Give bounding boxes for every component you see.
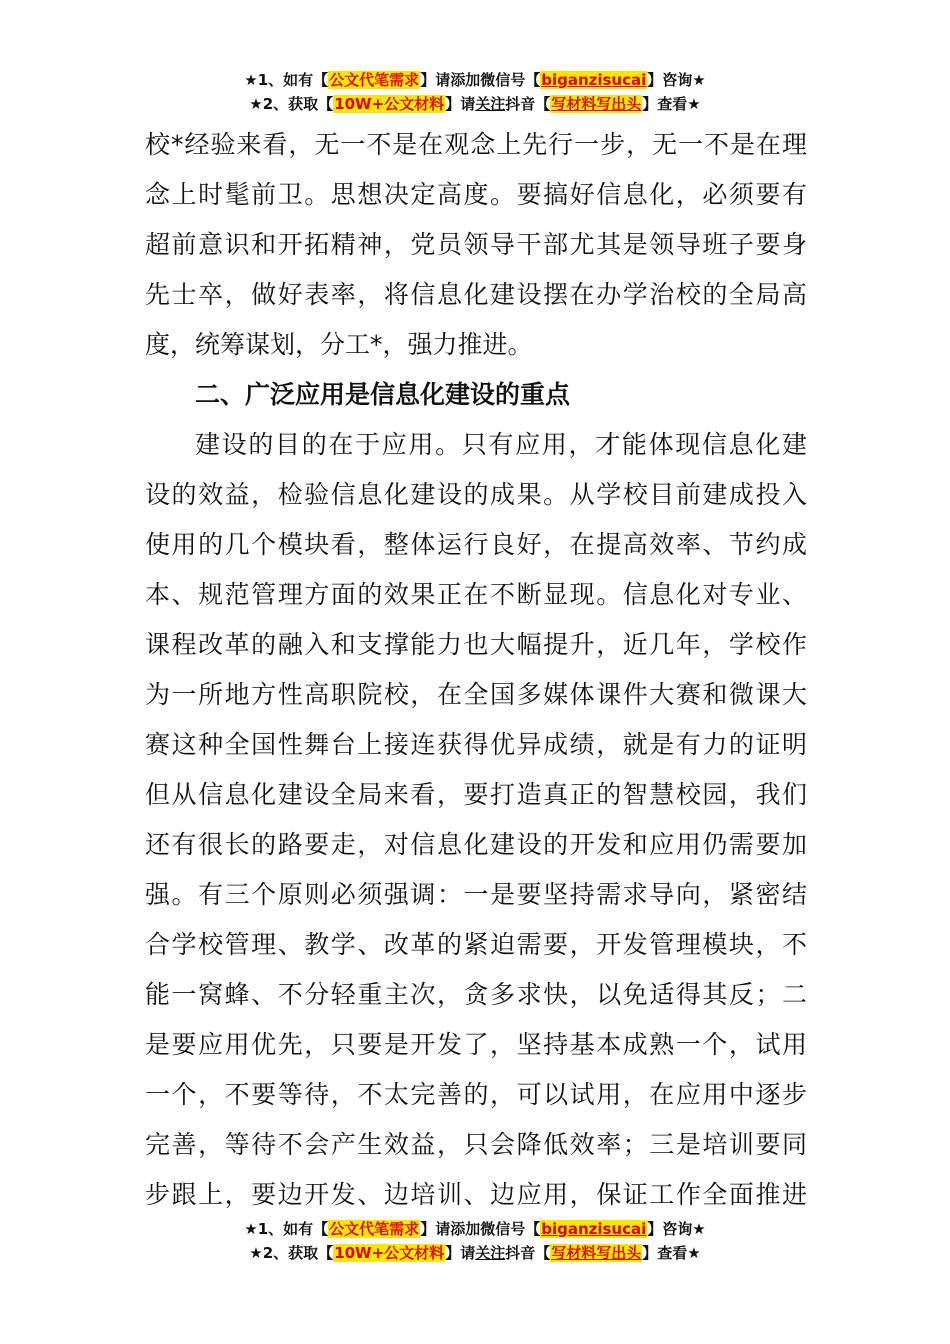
paragraph-line: 校*经验来看，无一不是在观念上先行一步，无一不是在理 [145,130,807,159]
paragraph-line: 能一窝蜂、不分轻重主次，贪多求快，以免适得其反；二 [145,980,807,1009]
footer-banner [0,1217,950,1265]
banner-2-highlight-douyin: 写材料写出头 [551,1244,642,1262]
banner-2-middle-c: 抖音【 [505,95,551,113]
banner-line-2 [0,1241,950,1265]
paragraph-line: 设的效益，检验信息化建设的成果。从学校目前建成投入 [145,480,807,509]
paragraph-line: 先士卒，做好表率，将信息化建设摆在办学治校的全局高 [145,280,807,309]
banner-2-suffix: 】查看★ [642,95,701,113]
banner-2-prefix: ★2、获取【 [249,95,334,113]
paragraph-line: 完善，等待不会产生效益，只会降低效率；三是培训要同 [145,1130,807,1159]
banner-2-suffix: 】查看★ [642,1244,701,1262]
paragraph-line: 使用的几个模块看，整体运行良好，在提高效率、节约成 [145,530,807,559]
banner-line-1 [0,68,950,92]
banner-1-highlight-wechat: biganzisucai [541,1220,647,1238]
paragraph-line: 是要应用优先，只要是开发了，坚持基本成熟一个，试用 [145,1030,807,1059]
paragraph-line: 但从信息化建设全局来看，要打造真正的智慧校园，我们 [145,780,807,809]
banner-1-highlight-service: 公文代笔需求 [329,1220,420,1238]
paragraph-line: 超前意识和开拓精神，党员领导干部尤其是领导班子要身 [145,230,807,259]
banner-2-middle-follow: 关注 [475,1244,506,1262]
banner-1-prefix: ★1、如有【 [244,1220,329,1238]
banner-2-highlight-douyin: 写材料写出头 [551,95,642,113]
banner-1-highlight-wechat: biganzisucai [541,71,647,89]
banner-2-highlight-materials: 10W+公文材料 [334,1244,445,1262]
paragraph-line: 合学校管理、教学、改革的紧迫需要，开发管理模块，不 [145,930,807,959]
paragraph-line: 为一所地方性高职院校，在全国多媒体课件大赛和微课大 [145,680,807,709]
banner-2-middle-a: 】请 [445,95,476,113]
paragraph-line: 本、规范管理方面的效果正在不断显现。信息化对专业、 [145,580,807,609]
banner-1-middle: 】请添加微信号【 [420,1220,541,1238]
paragraph-line: 步跟上，要边开发、边培训、边应用，保证工作全面推进 [145,1180,807,1209]
paragraph-line: 建设的目的在于应用。只有应用，才能体现信息化建 [195,430,807,459]
section-heading: 二、广泛应用是信息化建设的重点 [195,380,571,409]
banner-1-middle: 】请添加微信号【 [420,71,541,89]
paragraph-line: 一个，不要等待，不太完善的，可以试用，在应用中逐步 [145,1080,807,1109]
paragraph-line: 还有很长的路要走，对信息化建设的开发和应用仍需要加 [145,830,807,859]
paragraph-line: 课程改革的融入和支撑能力也大幅提升，近几年，学校作 [145,630,807,659]
banner-1-suffix: 】咨询★ [647,71,706,89]
banner-1-highlight-service: 公文代笔需求 [329,71,420,89]
header-banner [0,68,950,116]
paragraph-line: 赛这种全国性舞台上接连获得优异成绩，就是有力的证明 [145,730,807,759]
banner-2-middle-c: 抖音【 [505,1244,551,1262]
banner-2-highlight-materials: 10W+公文材料 [334,95,445,113]
banner-2-prefix: ★2、获取【 [249,1244,334,1262]
banner-1-prefix: ★1、如有【 [244,71,329,89]
paragraph-line: 念上时髦前卫。思想决定高度。要搞好信息化，必须要有 [145,180,807,209]
paragraph-line: 强。有三个原则必须强调：一是要坚持需求导向，紧密结 [145,880,807,909]
banner-1-suffix: 】咨询★ [647,1220,706,1238]
banner-line-1 [0,1217,950,1241]
paragraph-line: 度，统筹谋划，分工*，强力推进。 [145,330,533,359]
banner-2-middle-follow: 关注 [475,95,506,113]
banner-2-middle-a: 】请 [445,1244,476,1262]
banner-line-2 [0,92,950,116]
